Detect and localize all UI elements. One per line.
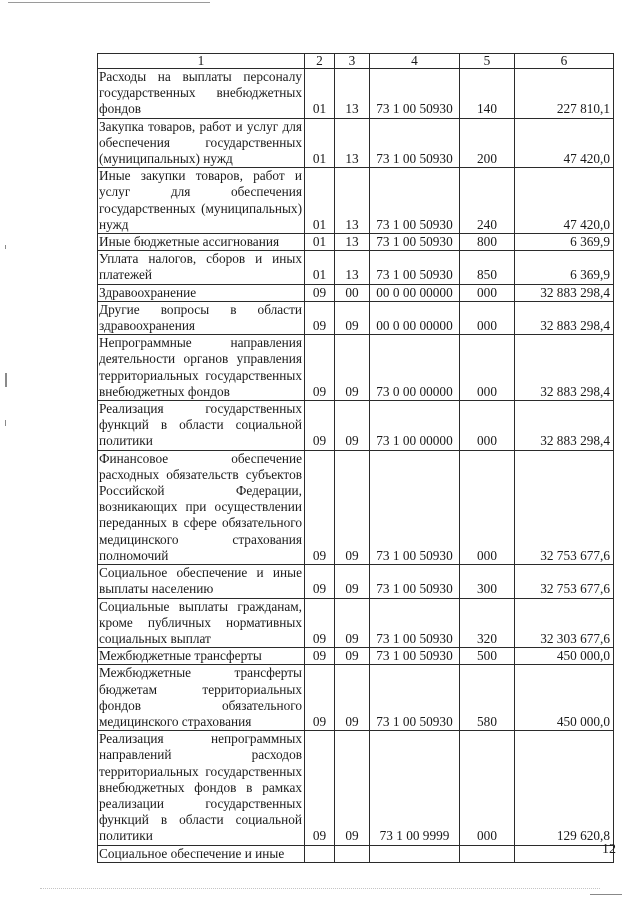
- cell-section: 09: [305, 648, 335, 665]
- table-row: [98, 251, 614, 284]
- cell-amount: 129 620,8: [515, 731, 614, 845]
- cell-target-article: 73 1 00 9999: [370, 731, 460, 845]
- cell-amount: 32 303 677,6: [515, 598, 614, 648]
- table-row: [98, 69, 614, 119]
- cell-expense-type: 300: [460, 565, 515, 598]
- bottom-rule: [590, 894, 622, 895]
- cell-expense-type: 000: [460, 301, 515, 334]
- table-row: [98, 284, 614, 301]
- cell-subsection: 09: [335, 335, 370, 401]
- cell-amount: [515, 845, 614, 862]
- budget-table: [97, 53, 614, 863]
- cell-name: Социальные выплаты гражданам, кроме публичных нормативных социальных выплат: [98, 598, 305, 648]
- cell-amount: 6 369,9: [515, 234, 614, 251]
- top-rule: [8, 2, 210, 3]
- table-row: [98, 168, 614, 234]
- cell-expense-type: 000: [460, 401, 515, 451]
- cell-amount: 32 883 298,4: [515, 335, 614, 401]
- cell-amount: 227 810,1: [515, 69, 614, 119]
- table-row: [98, 450, 614, 564]
- cell-expense-type: 800: [460, 234, 515, 251]
- cell-section: 09: [305, 335, 335, 401]
- cell-target-article: 00 0 00 00000: [370, 301, 460, 334]
- table-body: [98, 69, 614, 863]
- cell-name: Финансовое обеспечение расходных обязательств субъектов Российской Федерации, возникающих при осуществлении переданных в сфере обязательного медицинского страхования полномочий: [98, 450, 305, 564]
- cell-target-article: 73 1 00 50930: [370, 69, 460, 119]
- margin-mark: [5, 420, 6, 426]
- cell-name: Другие вопросы в области здравоохранения: [98, 301, 305, 334]
- cell-amount: 32 883 298,4: [515, 301, 614, 334]
- cell-target-article: 73 1 00 50930: [370, 648, 460, 665]
- cell-subsection: 09: [335, 301, 370, 334]
- cell-name: Реализация непрограммных направлений расходов территориальных государственных внебюджетных фондов в рамках реализации государственных функций в области социальной политики: [98, 731, 305, 845]
- cell-section: 01: [305, 234, 335, 251]
- cell-target-article: 73 1 00 50930: [370, 565, 460, 598]
- cell-subsection: 13: [335, 118, 370, 168]
- cell-name: Закупка товаров, работ и услуг для обеспечения государственных (муниципальных) нужд: [98, 118, 305, 168]
- cell-target-article: 73 1 00 50930: [370, 168, 460, 234]
- cell-subsection: 09: [335, 598, 370, 648]
- cell-subsection: 09: [335, 731, 370, 845]
- cell-name: Социальное обеспечение и иные выплаты населению: [98, 565, 305, 598]
- margin-mark: [5, 373, 7, 387]
- page-number: 12: [602, 842, 616, 857]
- cell-subsection: 09: [335, 401, 370, 451]
- cell-amount: 450 000,0: [515, 665, 614, 731]
- cell-amount: 450 000,0: [515, 648, 614, 665]
- cell-amount: 32 883 298,4: [515, 284, 614, 301]
- column-header-subsection: 3: [335, 54, 370, 69]
- table-row: [98, 598, 614, 648]
- cell-target-article: 73 1 00 50930: [370, 450, 460, 564]
- scan-artifact-dots: [40, 888, 600, 890]
- cell-target-article: 73 1 00 50930: [370, 598, 460, 648]
- table-row: [98, 565, 614, 598]
- cell-section: 09: [305, 665, 335, 731]
- cell-amount: 32 753 677,6: [515, 450, 614, 564]
- cell-name: Здравоохранение: [98, 284, 305, 301]
- table-row: [98, 301, 614, 334]
- cell-section: 09: [305, 301, 335, 334]
- cell-amount: 47 420,0: [515, 168, 614, 234]
- cell-name: Уплата налогов, сборов и иных платежей: [98, 251, 305, 284]
- cell-target-article: [370, 845, 460, 862]
- cell-subsection: 09: [335, 450, 370, 564]
- cell-section: 09: [305, 565, 335, 598]
- cell-target-article: 73 1 00 50930: [370, 118, 460, 168]
- cell-expense-type: 500: [460, 648, 515, 665]
- cell-name: Реализация государственных функций в области социальной политики: [98, 401, 305, 451]
- cell-expense-type: 200: [460, 118, 515, 168]
- table-header-row: [98, 54, 614, 69]
- cell-amount: 32 753 677,6: [515, 565, 614, 598]
- cell-subsection: 13: [335, 234, 370, 251]
- cell-section: 09: [305, 450, 335, 564]
- column-header-target-article: 4: [370, 54, 460, 69]
- table-row: [98, 845, 614, 862]
- cell-name: Межбюджетные трансферты бюджетам территориальных фондов обязательного медицинского страхования: [98, 665, 305, 731]
- cell-subsection: 09: [335, 648, 370, 665]
- cell-name: Расходы на выплаты персоналу государственных внебюджетных фондов: [98, 69, 305, 119]
- cell-amount: 6 369,9: [515, 251, 614, 284]
- cell-subsection: 13: [335, 69, 370, 119]
- cell-subsection: 00: [335, 284, 370, 301]
- cell-target-article: 73 1 00 00000: [370, 401, 460, 451]
- table-row: [98, 665, 614, 731]
- cell-expense-type: 000: [460, 335, 515, 401]
- cell-section: 01: [305, 69, 335, 119]
- cell-name: Непрограммные направления деятельности органов управления территориальных государственных внебюджетных фондов: [98, 335, 305, 401]
- cell-section: 01: [305, 168, 335, 234]
- table-row: [98, 401, 614, 451]
- cell-amount: 47 420,0: [515, 118, 614, 168]
- cell-section: 01: [305, 251, 335, 284]
- cell-section: 09: [305, 401, 335, 451]
- cell-expense-type: 140: [460, 69, 515, 119]
- cell-expense-type: 000: [460, 450, 515, 564]
- cell-expense-type: 580: [460, 665, 515, 731]
- cell-expense-type: 240: [460, 168, 515, 234]
- cell-target-article: 73 1 00 50930: [370, 251, 460, 284]
- table-row: [98, 234, 614, 251]
- table-row: [98, 335, 614, 401]
- column-header-name: 1: [98, 54, 305, 69]
- cell-name: Межбюджетные трансферты: [98, 648, 305, 665]
- cell-subsection: 13: [335, 168, 370, 234]
- cell-expense-type: [460, 845, 515, 862]
- cell-expense-type: 850: [460, 251, 515, 284]
- column-header-expense-type: 5: [460, 54, 515, 69]
- cell-target-article: 73 1 00 50930: [370, 665, 460, 731]
- cell-expense-type: 000: [460, 284, 515, 301]
- cell-target-article: 00 0 00 00000: [370, 284, 460, 301]
- cell-section: 09: [305, 731, 335, 845]
- column-header-amount: 6: [515, 54, 614, 69]
- margin-mark: [5, 245, 6, 249]
- cell-section: [305, 845, 335, 862]
- cell-name: Социальное обеспечение и иные: [98, 845, 305, 862]
- cell-subsection: [335, 845, 370, 862]
- cell-amount: 32 883 298,4: [515, 401, 614, 451]
- cell-subsection: 09: [335, 565, 370, 598]
- cell-target-article: 73 1 00 50930: [370, 234, 460, 251]
- cell-target-article: 73 0 00 00000: [370, 335, 460, 401]
- cell-section: 01: [305, 118, 335, 168]
- table-row: [98, 118, 614, 168]
- cell-name: Иные закупки товаров, работ и услуг для обеспечения государственных (муниципальных) нужд: [98, 168, 305, 234]
- cell-expense-type: 000: [460, 731, 515, 845]
- cell-subsection: 09: [335, 665, 370, 731]
- cell-section: 09: [305, 284, 335, 301]
- column-header-section: 2: [305, 54, 335, 69]
- cell-section: 09: [305, 598, 335, 648]
- cell-expense-type: 320: [460, 598, 515, 648]
- table-row: [98, 648, 614, 665]
- table-row: [98, 731, 614, 845]
- cell-name: Иные бюджетные ассигнования: [98, 234, 305, 251]
- cell-subsection: 13: [335, 251, 370, 284]
